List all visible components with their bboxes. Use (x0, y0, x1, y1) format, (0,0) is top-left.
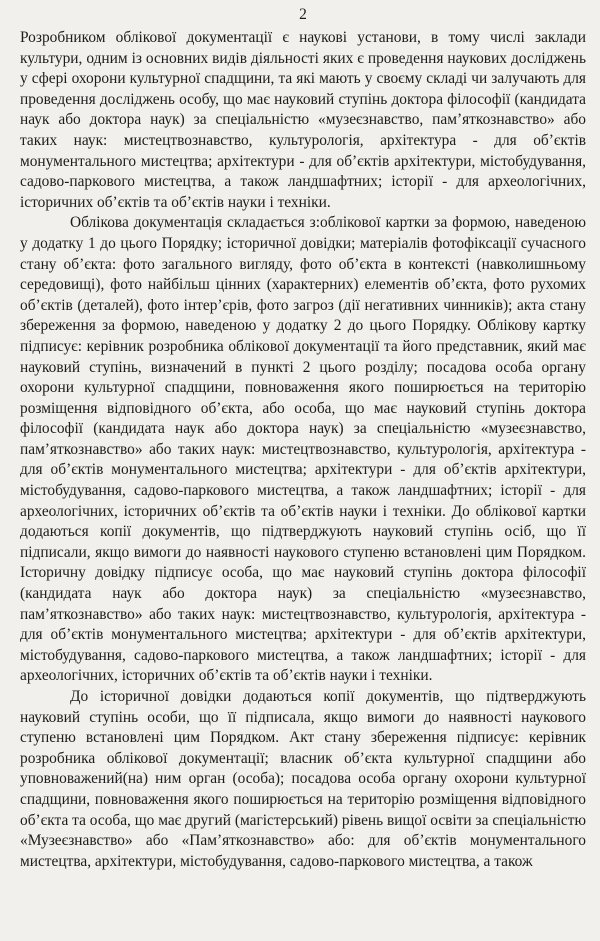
paragraph-attachments: До історичної довідки додаються копії документів, що підтверджують науковий ступінь особи, що її підписала, якщо вимоги до наявності наукового ступеню встановлені цим Порядком. Акт стану збереження підписує: керівник розробника облікової документації; власник об’єкта культурної спадщини або уповноважений(на) ним орган (особа); посадова особа органу охорони культурної спадщини, повноваження якого поширюється на територію розміщення відповідного об’єкта та особа, що має другий (магістерський) рівень вищої освіти за спеціальністю «Музеєзнавство» або «Пам’яткознавство» або: для об’єктів монументального мистецтва, архітектури, містобудування, садово-паркового мистецтва, а також (20, 688, 586, 870)
paragraph-composition: Облікова документація складається з:облікової картки за формою, наведеною у додатку 1 до цього Порядку; історичної довідки; матеріалів фотофіксації сучасного стану об’єкта: фото загального вигляду, фото об’єкта в контексті (навколишньому середовищі), фото найбільш цінних (характерних) елементів об’єкта, фото рухомих об’єктів (деталей), фото інтер’єрів, фото загроз (дії негативних чинників); акта стану збереження за формою, наведеною у додатку 2 до цього Порядку. Облікову картку підписує: керівник розробника облікової документації та його представник, який має науковий ступінь, визначений в пункті 2 цього розділу; посадова особа органу охорони культурної спадщини, повноваження якого поширюється на територію розміщення відповідного об’єкта, або особа, що має науковий ступінь доктора філософії (кандидата наук або доктора наук) за спеціальністю «музеєзнавство, пам’яткознавство» або таких наук: мистецтвознавство, культурологія, архітектура - для об’єктів монументального мистецтва; архітектури - для об’єктів архітектури, містобудування, садово-паркового мистецтва, а також ландшафтних; історії - для археологічних, історичних об’єктів та об’єктів науки і техніки. До облікової картки додаються копії документів, що підтверджують науковий ступінь осіб, що її підписали, якщо вимоги до наявності наукового ступеню встановлені цим Порядком. Історичну довідку підписує особа, що має науковий ступінь доктора філософії (кандидата наук або доктора наук) за спеціальністю «музеєзнавство, пам’яткознавство» або таких наук: мистецтвознавство, культурологія, архітектура - для об’єктів монументального мистецтва; архітектури - для об’єктів архітектури, містобудування, садово-паркового мистецтва, а також ландшафтних; історії - для археологічних, історичних об’єктів та об’єктів науки і техніки. (20, 214, 586, 685)
page-number: 2 (299, 6, 307, 23)
paragraph-developer: Розробником облікової документації є наукові установи, в тому числі заклади культури, одним із основних видів діяльності яких є проведення наукових досліджень у сфері охорони культурної спадщини, та які мають у своєму складі чи залучають для проведення досліджень особу, що має науковий ступінь доктора філософії (кандидата наук або доктора наук) за спеціальністю «музеєзнавство, пам’яткознавство» або таких наук: мистецтвознавство, культурологія, архітектура - для об’єктів монументального мистецтва; архітектури - для об’єктів архітектури, містобудування, садово-паркового мистецтва, а також ландшафтних; історії - для археологічних, історичних об’єктів та об’єктів науки і техніки. (20, 29, 586, 211)
